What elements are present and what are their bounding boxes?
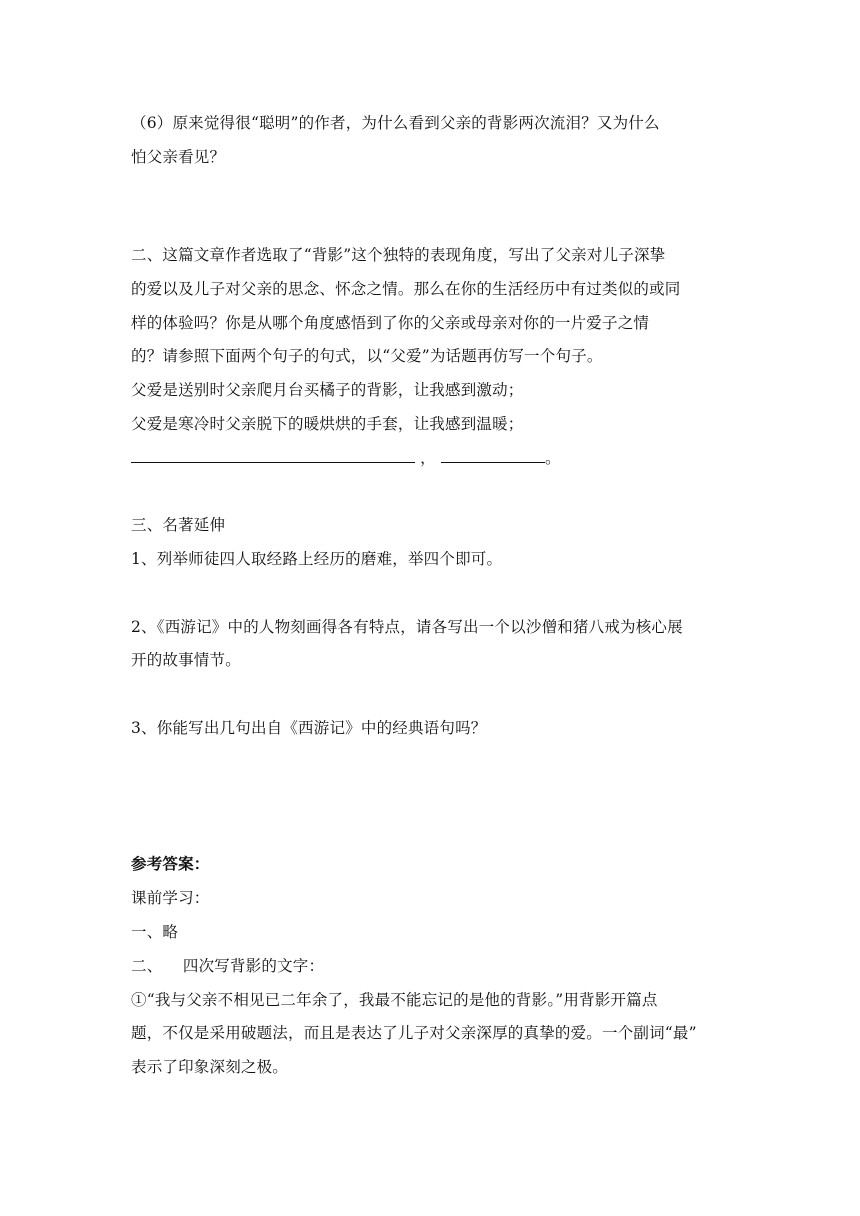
section-2-example-1: 父爱是送别时父亲爬月台买橘子的背影，让我感到激动； bbox=[131, 381, 524, 399]
answer-blank-long[interactable] bbox=[131, 446, 415, 463]
section-2-line-2: 的爱以及儿子对父亲的思念、怀念之情。那么在你的生活经历中有过类似的或同 bbox=[131, 280, 681, 298]
answers-title: 参考答案： bbox=[131, 854, 210, 873]
answers-paragraph-1-line-2: 题，不仅是采用破题法，而且是表达了儿子对父亲深厚的真挚的爱。一个副词“最” bbox=[131, 1024, 697, 1042]
answers-paragraph-1-line-3: 表示了印象深刻之极。 bbox=[131, 1058, 289, 1076]
section-3-question-1: 1、列举师徒四人取经路上经历的磨难，举四个即可。 bbox=[131, 550, 503, 568]
blank-comma: ， bbox=[420, 449, 436, 467]
section-3-title: 三、名著延伸 bbox=[131, 516, 226, 534]
section-3-question-2-line-2: 开的故事情节。 bbox=[131, 651, 241, 669]
answers-item-1: 一、略 bbox=[131, 923, 179, 941]
section-2-line-1: 二、这篇文章作者选取了“背影”这个独特的表现角度，写出了父亲对儿子深挚 bbox=[131, 246, 666, 264]
answer-blank-short[interactable] bbox=[441, 446, 545, 463]
question-6-line-2: 怕父亲看见？ bbox=[131, 148, 226, 166]
answers-paragraph-1-line-1: ①“我与父亲不相见已二年余了，我最不能忘记的是他的背影。”用背影开篇点 bbox=[131, 991, 658, 1009]
answers-item-2: 二、 四次写背影的文字： bbox=[131, 957, 325, 975]
section-2-example-2: 父爱是寒冷时父亲脱下的暖烘烘的手套，让我感到温暖； bbox=[131, 415, 524, 433]
section-3-question-2-line-1: 2、《西游记》中的人物刻画得各有特点，请各写出一个以沙僧和猪八戒为核心展 bbox=[131, 618, 683, 636]
section-2-line-3: 样的体验吗？你是从哪个角度感悟到了你的父亲或母亲对你的一片爱子之情 bbox=[131, 314, 650, 332]
question-6-line-1: （6）原来觉得很“聪明”的作者，为什么看到父亲的背影两次流泪？又为什么 bbox=[131, 114, 660, 132]
blank-period: 。 bbox=[544, 449, 561, 467]
imitation-sentence-blank-row bbox=[131, 446, 751, 469]
section-3-question-3: 3、你能写出几句出自《西游记》中的经典语句吗？ bbox=[131, 719, 487, 737]
section-2-line-4: 的？请参照下面两个句子的句式，以“父爱”为话题再仿写一个句子。 bbox=[131, 347, 603, 365]
answers-subtitle: 课前学习： bbox=[131, 889, 210, 907]
